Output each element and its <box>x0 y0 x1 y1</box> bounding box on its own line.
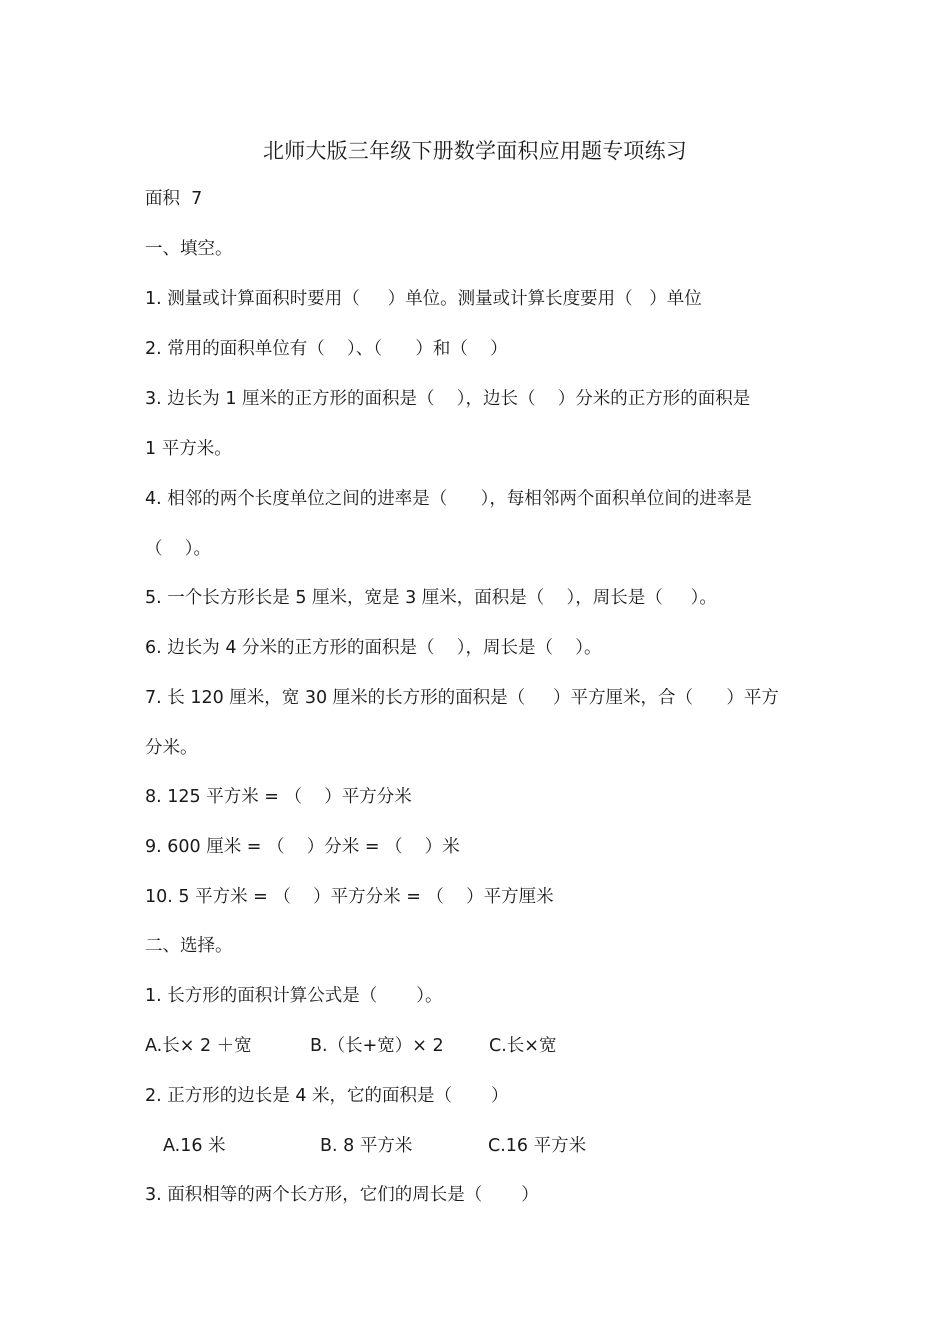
fill-blank-question-8: 8. 125 平方米 = （ ）平方分米 <box>145 787 412 807</box>
fill-blank-question-10: 10. 5 平方米 = （ ）平方分米 = （ ）平方厘米 <box>145 887 554 907</box>
fill-blank-question-2: 2. 常用的面积单位有（ ）、（ ）和（ ） <box>145 339 508 359</box>
fill-blank-question-5: 5. 一个长方形长是 5 厘米，宽是 3 厘米，面积是（ ），周长是（ ）。 <box>145 588 717 608</box>
fill-blank-question-4-continued: （ ）。 <box>145 539 212 559</box>
section-heading-multiple-choice: 二、选择。 <box>145 936 233 956</box>
fill-blank-question-6: 6. 边长为 4 分米的正方形的面积是（ ），周长是（ ）。 <box>145 638 602 658</box>
choice-question-2-options <box>145 1133 845 1159</box>
fill-blank-question-7-continued: 分米。 <box>145 738 198 758</box>
worksheet-subtitle: 面积 7 <box>145 189 203 209</box>
section-heading-fill-blank: 一、填空。 <box>145 239 233 259</box>
fill-blank-question-3: 3. 边长为 1 厘米的正方形的面积是（ ），边长（ ）分米的正方形的面积是 <box>145 389 751 409</box>
choice-question-2: 2. 正方形的边长是 4 米，它的面积是（ ） <box>145 1086 509 1106</box>
choice-question-3: 3. 面积相等的两个长方形，它们的周长是（ ） <box>145 1185 539 1205</box>
fill-blank-question-9: 9. 600 厘米 = （ ）分米 = （ ）米 <box>145 837 460 857</box>
fill-blank-question-3-continued: 1 平方米。 <box>145 439 232 459</box>
choice-question-1-option-b: B.（长+宽）× 2 <box>310 1036 444 1056</box>
fill-blank-question-4: 4. 相邻的两个长度单位之间的进率是（ ），每相邻两个面积单位间的进率是 <box>145 489 752 509</box>
fill-blank-question-1: 1. 测量或计算面积时要用（ ）单位。测量或计算长度要用（ ）单位 <box>145 289 702 309</box>
choice-question-1-option-a: A.长× 2 ＋宽 <box>145 1036 252 1056</box>
choice-question-2-option-b: B. 8 平方米 <box>320 1136 413 1156</box>
choice-question-2-option-c: C.16 平方米 <box>488 1136 587 1156</box>
fill-blank-question-7: 7. 长 120 厘米，宽 30 厘米的长方形的面积是（ ）平方厘米，合（ ）平方 <box>145 688 779 708</box>
choice-question-1: 1. 长方形的面积计算公式是（ ）。 <box>145 986 443 1006</box>
page-title: 北师大版三年级下册数学面积应用题专项练习 <box>263 139 687 163</box>
choice-question-1-options <box>145 1033 845 1059</box>
choice-question-1-option-c: C.长×宽 <box>489 1036 557 1056</box>
choice-question-2-option-a: A.16 米 <box>163 1136 226 1156</box>
